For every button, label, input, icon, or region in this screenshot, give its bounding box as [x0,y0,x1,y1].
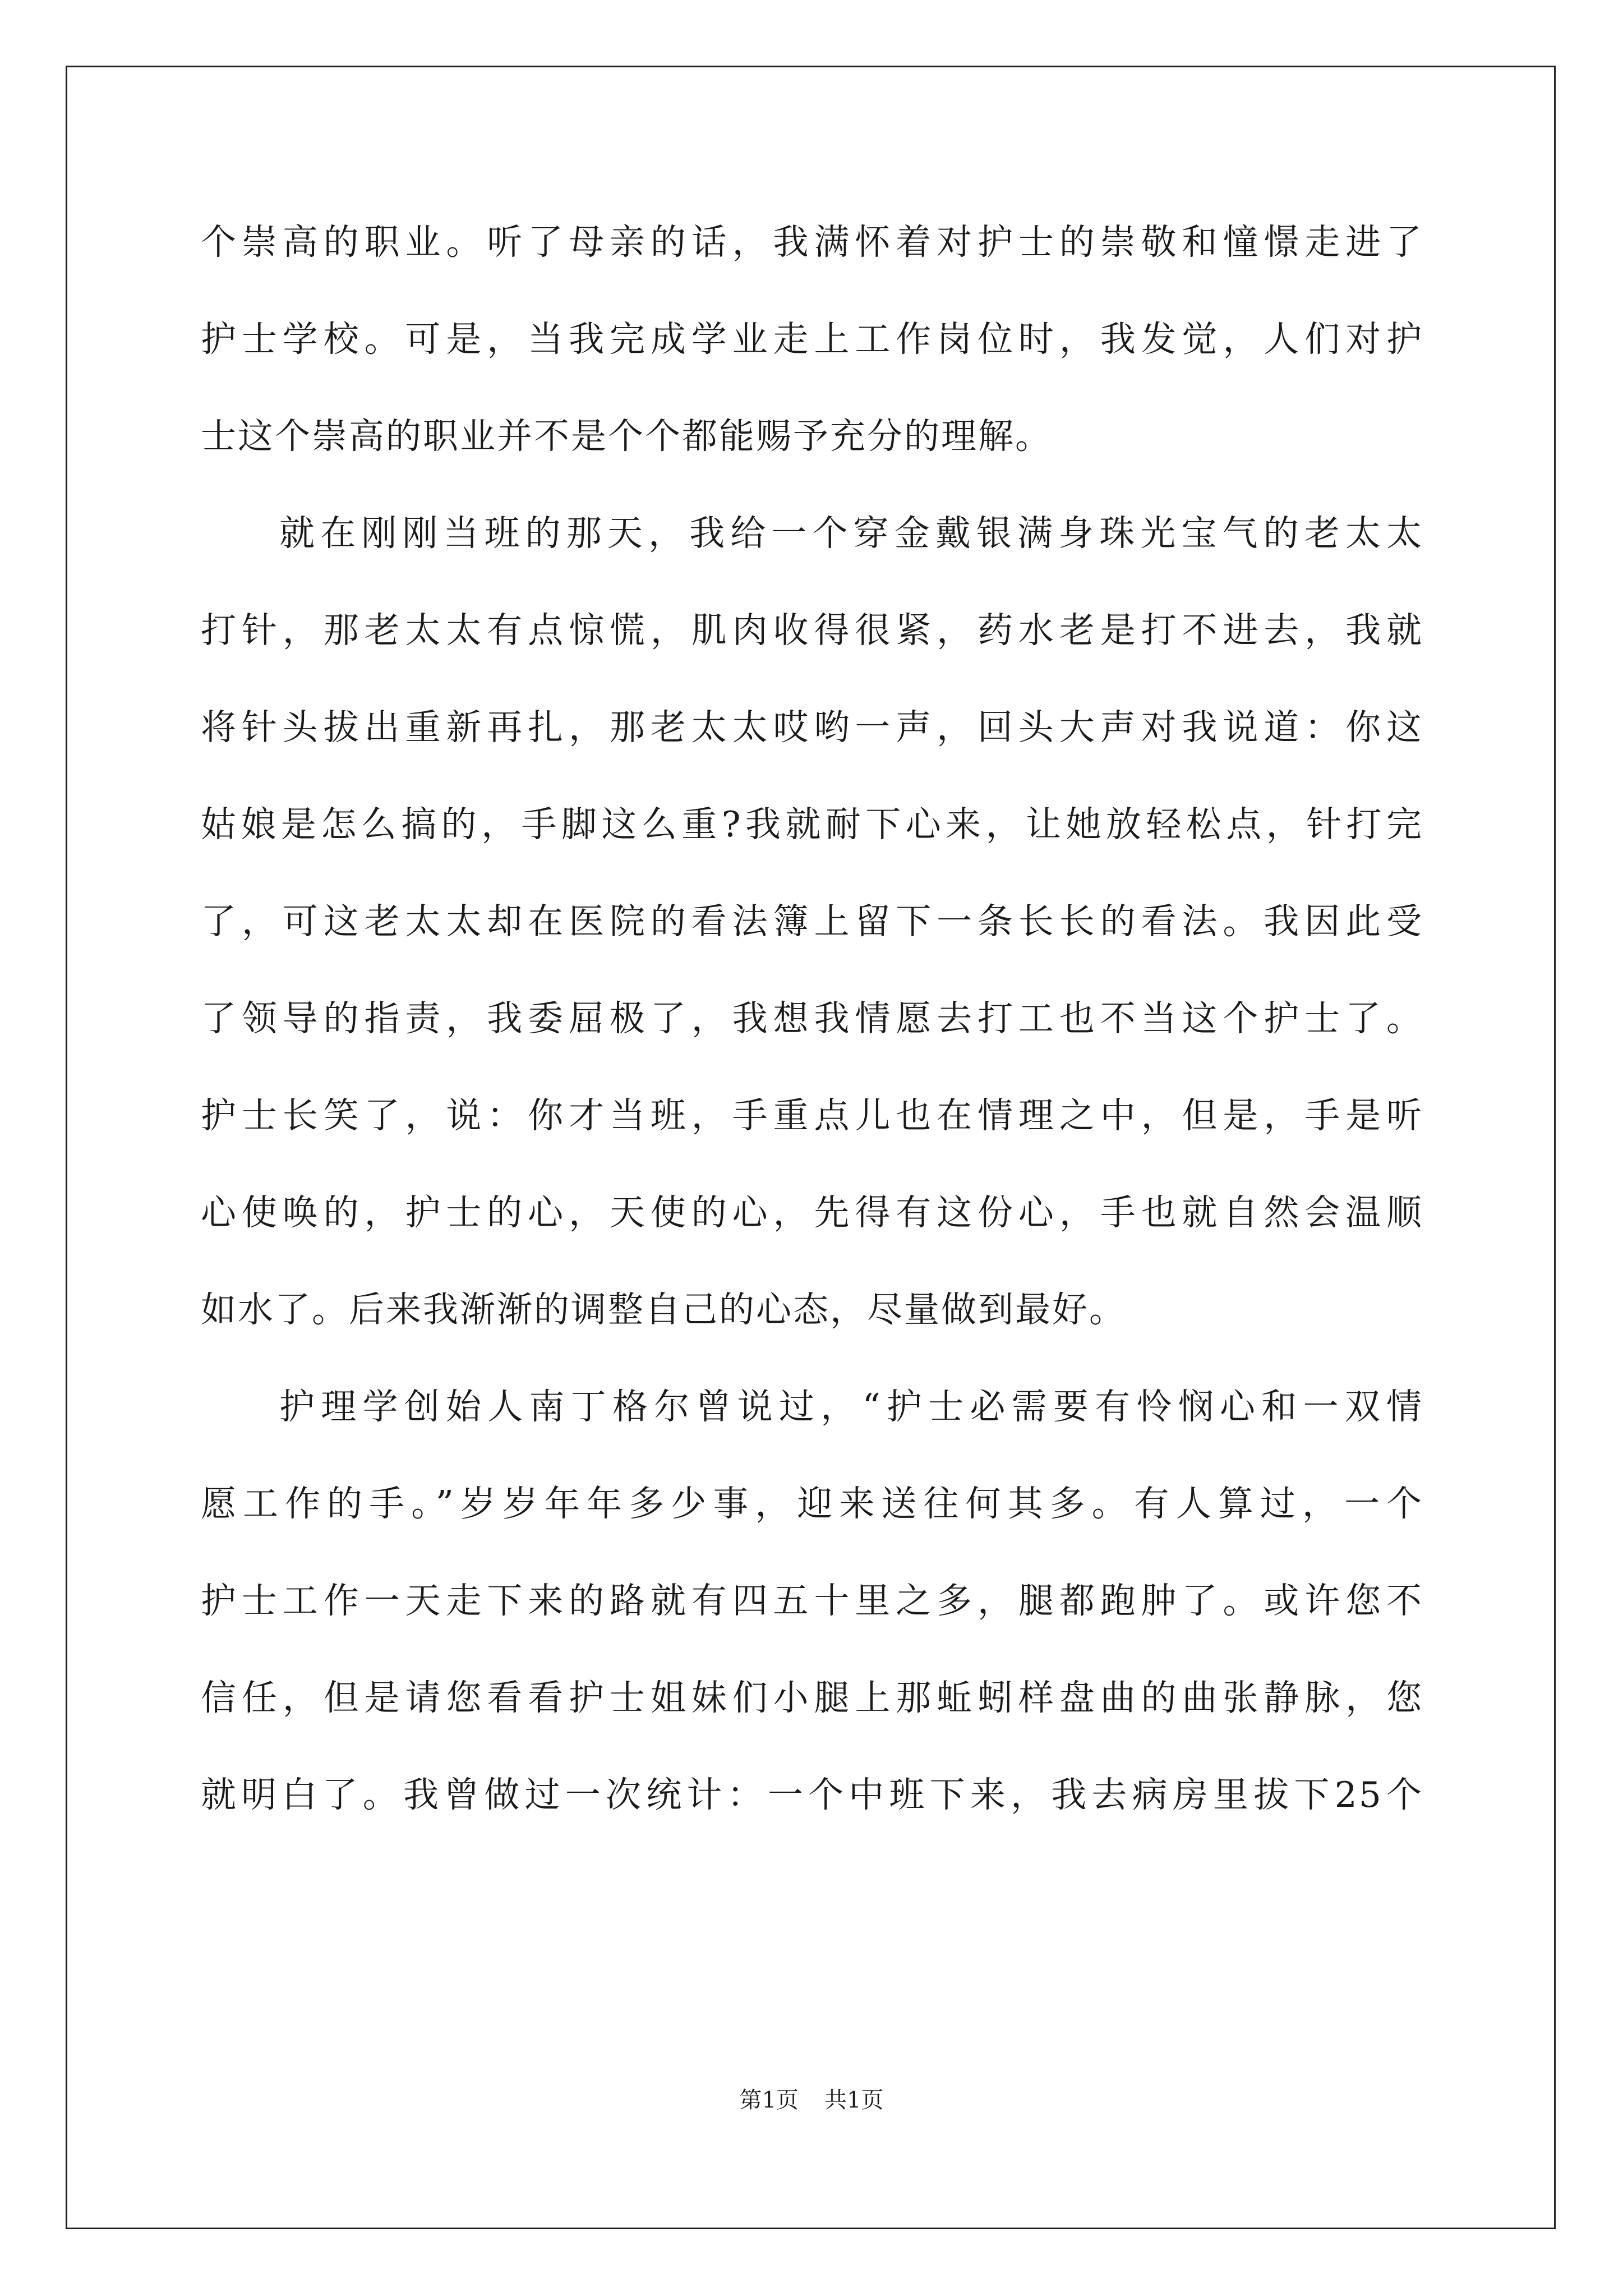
text-line: 就在刚刚当班的那天，我给一个穿金戴银满身珠光宝气的老太太 [279,513,1423,554]
text-line: 护理学创始人南丁格尔曾说过，“护士必需要有怜悯心和一双情 [279,1386,1423,1427]
document-body [201,214,1423,1864]
text-line: 信任，但是请您看看护士姐妹们小腿上那蚯蚓样盘曲的曲张静脉，您 [201,1677,1423,1718]
page-footer [0,2082,1623,2114]
text-line: 护士长笑了，说：你才当班，手重点儿也在情理之中，但是，手是听 [201,1095,1423,1136]
text-line: 心使唤的，护士的心，天使的心，先得有这份心，手也就自然会温顺 [201,1192,1423,1233]
text-line: 打针，那老太太有点惊慌，肌肉收得很紧，药水老是打不进去，我就 [201,610,1423,651]
text-line: 愿工作的手。”岁岁年年多少事，迎来送往何其多。有人算过，一个 [201,1483,1423,1524]
text-line: 了，可这老太太却在医院的看法簿上留下一条长长的看法。我因此受 [201,901,1423,942]
text-line: 将针头拔出重新再扎，那老太太哎哟一声，回头大声对我说道：你这 [201,707,1423,748]
page-total: 共1页 [824,2087,884,2113]
text-line: 如水了。后来我渐渐的调整自己的心态，尽量做到最好。 [201,1289,1126,1330]
text-line: 个崇高的职业。听了母亲的话，我满怀着对护士的崇敬和憧憬走进了 [201,222,1423,263]
text-line: 就明白了。我曾做过一次统计：一个中班下来，我去病房里拔下25个 [201,1774,1423,1815]
text-line: 了领导的指责，我委屈极了，我想我情愿去打工也不当这个护士了。 [201,998,1423,1039]
text-line: 士这个崇高的职业并不是个个都能赐予充分的理解。 [201,416,1052,457]
text-line: 姑娘是怎么搞的，手脚这么重?我就耐下心来，让她放轻松点，针打完 [201,804,1423,845]
text-line: 护士学校。可是，当我完成学业走上工作岗位时，我发觉，人们对护 [201,319,1423,360]
page-number: 第1页 [739,2087,799,2113]
text-line: 护士工作一天走下来的路就有四五十里之多，腿都跑肿了。或许您不 [201,1580,1423,1621]
